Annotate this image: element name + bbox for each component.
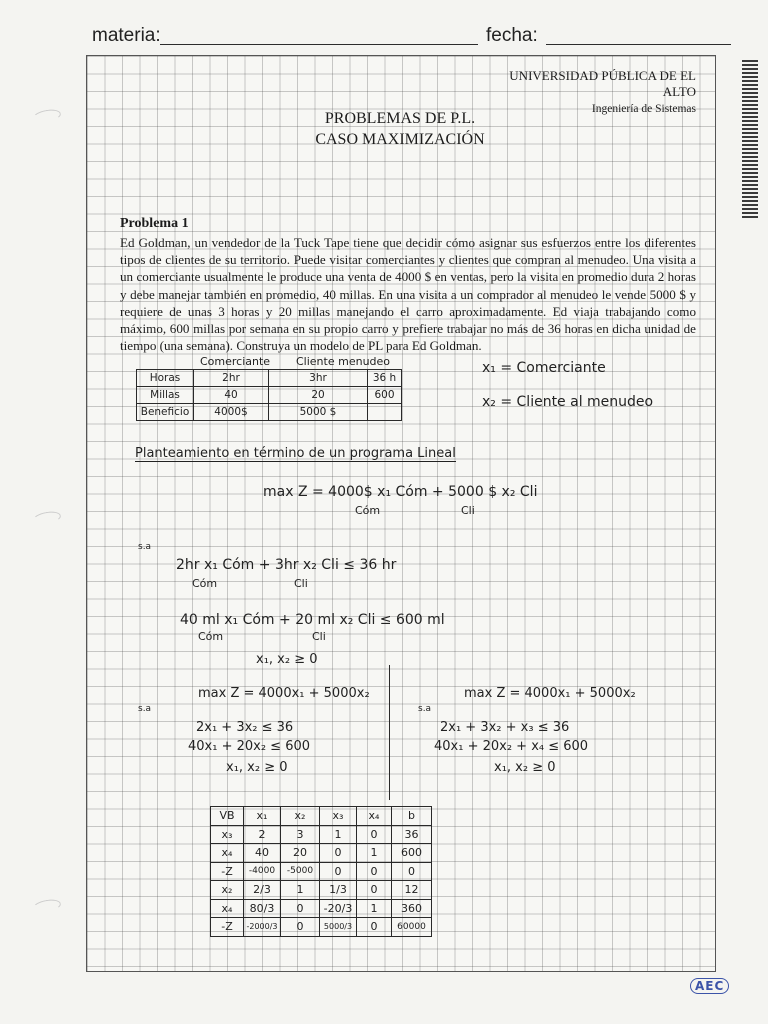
binder-hole-mark [32,898,62,915]
table-cell: Horas [137,370,194,387]
divider-line [389,665,390,800]
binder-hole-mark [32,108,62,125]
simplex-cell: 60000 [392,918,432,937]
simplex-row [211,862,432,881]
variable-x1: x₁ = Comerciante [482,360,606,376]
simplex-cell: 0 [320,844,357,863]
nonnegativity: x₁, x₂ ≥ 0 [256,652,318,667]
left-constraint-2: 40x₁ + 20x₂ ≤ 600 [188,739,311,754]
simplex-header-cell: VB [211,807,244,826]
data-table [136,369,402,421]
data-table-row [137,387,402,404]
simplex-header-cell: x₄ [357,807,392,826]
table-cell: 5000 $ [269,404,368,421]
table-header-cliente: Cliente menudeo [296,355,391,368]
variable-x2: x₂ = Cliente al menudeo [482,394,654,410]
simplex-cell: 1 [281,881,320,900]
simplex-cell: 36 [392,825,432,844]
simplex-cell: 12 [392,881,432,900]
subject-to-label: s.a [138,542,152,552]
simplex-cell: 1/3 [320,881,357,900]
title-line-1: PROBLEMAS DE P.L. [324,110,476,127]
table-cell [368,404,402,421]
page-header [0,0,768,58]
data-table-row [137,370,402,387]
institution-line-1: UNIVERSIDAD PÚBLICA DE EL [509,68,696,83]
title-line-2: CASO MAXIMIZACIÓN [315,131,485,148]
constraint-miles: 40 ml x₁ Cóm + 20 ml x₂ Cli ≤ 600 ml [180,612,445,628]
simplex-cell: -20/3 [320,899,357,918]
right-constraint-1: 2x₁ + 3x₂ + x₃ ≤ 36 [440,720,570,735]
table-cell: 2hr [194,370,269,387]
table-cell: 4000$ [194,404,269,421]
problem-text: Ed Goldman, un vendedor de la Tuck Tape tiene que decidir cómo asignar sus esfuerzos entre los diferentes tipos de clientes de su territorio. Puede visitar comerciantes y clientes que compran al menudeo. Una visita a un comerciante usualmente le produce una venta de 4000 $ en ventas, pero la visita en promedio dura 2 horas y debe manejar también en promedio, 40 millas. En una visita a un comprador al menudeo le vende 5000 $ y requiere de unas 3 horas y 20 millas manejando el carro aproximadamente. Ed viaja trabajando como máximo, 600 millas por semana en su propio carro y prefiere trabajar no más de 36 horas en dicha unidad de tiempo (una semana). Construya un modelo de PL para Ed Goldman. [120,235,696,354]
simplex-cell: 1 [320,825,357,844]
simplex-cell: 2/3 [244,881,281,900]
simplex-cell: 3 [281,825,320,844]
right-objective: max Z = 4000x₁ + 5000x₂ [464,686,636,701]
right-sa: s.a [418,704,432,714]
simplex-row [211,918,432,937]
simplex-cell: 0 [320,862,357,881]
left-objective: max Z = 4000x₁ + 5000x₂ [198,686,370,701]
fecha-line [546,44,731,45]
constraint-hours-unit-cli: Cli [294,577,308,590]
simplex-cell: 0 [357,881,392,900]
simplex-cell: x₄ [211,899,244,918]
problem-heading: Problema 1 [120,216,189,231]
simplex-cell: 40 [244,844,281,863]
objective-unit-com: Cóm [355,504,381,517]
simplex-cell: -Z [211,918,244,937]
table-cell: 20 [269,387,368,404]
table-cell: Beneficio [137,404,194,421]
simplex-cell: 2 [244,825,281,844]
table-cell: 36 h [368,370,402,387]
table-cell: 40 [194,387,269,404]
simplex-cell: 0 [357,862,392,881]
simplex-cell: 1 [357,844,392,863]
institution-line-3: Ingeniería de Sistemas [591,103,696,115]
right-constraint-2: 40x₁ + 20x₂ + x₄ ≤ 600 [434,739,589,754]
constraint-miles-unit-com: Cóm [198,630,224,643]
simplex-cell: 80/3 [244,899,281,918]
simplex-cell: -4000 [244,862,281,881]
objective-unit-cli: Cli [461,504,475,517]
simplex-cell: -Z [211,862,244,881]
left-sa: s.a [138,704,152,714]
simplex-cell: 0 [392,862,432,881]
brand-logo: AEC [690,978,729,994]
simplex-tableau [210,806,432,937]
constraint-hours-unit-com: Cóm [192,577,218,590]
institution-line-2: ALTO [662,84,696,99]
simplex-cell: x₂ [211,881,244,900]
simplex-cell: 1 [357,899,392,918]
materia-line [160,44,478,45]
simplex-cell: x₃ [211,825,244,844]
simplex-header-cell: b [392,807,432,826]
simplex-cell: -2000/3 [244,918,281,937]
simplex-row [211,844,432,863]
table-cell: Millas [137,387,194,404]
simplex-cell: 5000/3 [320,918,357,937]
simplex-cell: 600 [392,844,432,863]
left-constraint-1: 2x₁ + 3x₂ ≤ 36 [196,720,294,735]
constraint-miles-unit-cli: Cli [312,630,326,643]
simplex-cell: 0 [357,918,392,937]
simplex-cell: 360 [392,899,432,918]
materia-label: materia: [92,25,161,46]
simplex-row [211,881,432,900]
simplex-cell: 0 [281,899,320,918]
constraint-hours: 2hr x₁ Cóm + 3hr x₂ Cli ≤ 36 hr [176,557,397,573]
simplex-row [211,825,432,844]
simplex-header-cell: x₂ [281,807,320,826]
simplex-cell: x₄ [211,844,244,863]
objective-function: max Z = 4000$ x₁ Cóm + 5000 $ x₂ Cli [263,484,538,500]
binder-hole-mark [32,510,62,527]
left-nonneg: x₁, x₂ ≥ 0 [226,760,288,775]
simplex-cell: 0 [357,825,392,844]
simplex-row [211,899,432,918]
scan-edge-marks [742,60,758,220]
right-nonneg: x₁, x₂ ≥ 0 [494,760,556,775]
fecha-label: fecha: [486,25,538,46]
simplex-header-cell: x₁ [244,807,281,826]
table-cell: 3hr [269,370,368,387]
formulation-heading: Planteamiento en término de un programa Lineal [135,446,456,461]
simplex-cell: -5000 [281,862,320,881]
table-cell: 600 [368,387,402,404]
simplex-header-row [211,807,432,826]
simplex-cell: 0 [281,918,320,937]
data-table-row [137,404,402,421]
simplex-cell: 20 [281,844,320,863]
table-header-comerciante: Comerciante [200,355,271,368]
simplex-header-cell: x₃ [320,807,357,826]
